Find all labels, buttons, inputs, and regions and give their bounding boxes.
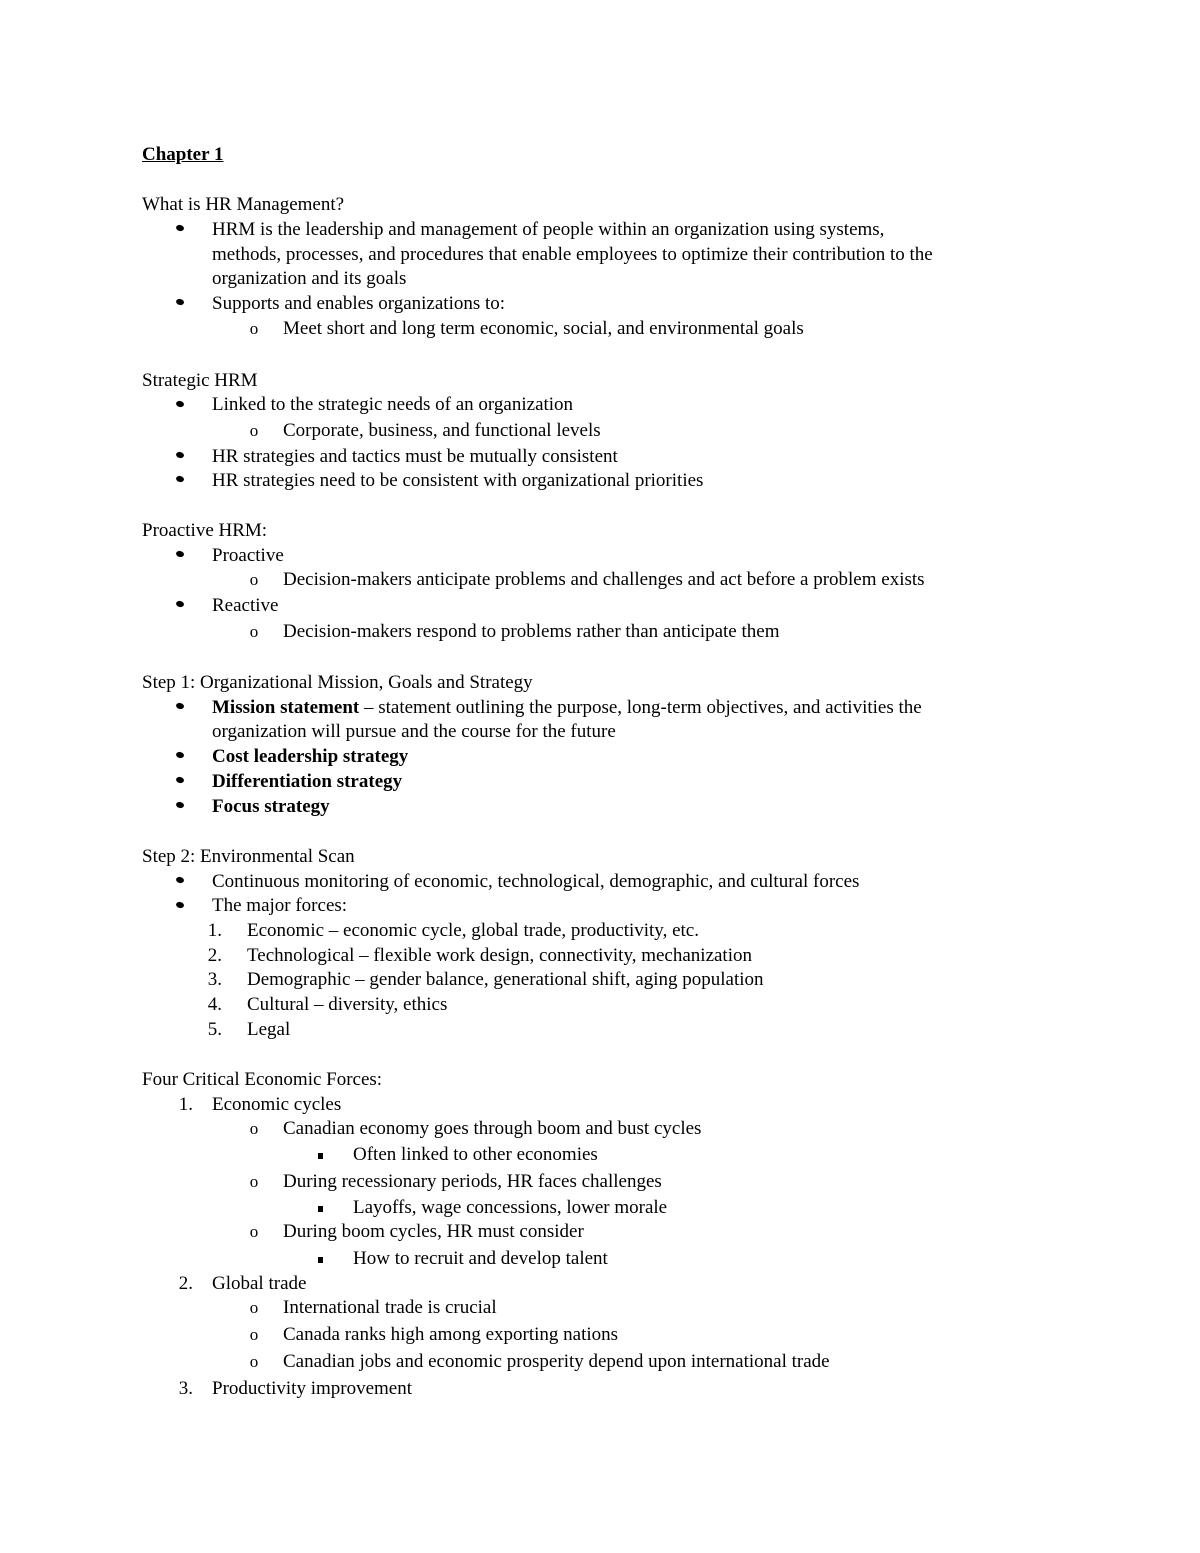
circle-bullet-icon: o	[249, 570, 259, 589]
bullet-icon	[175, 751, 184, 759]
list-item: Supports and enables organizations to:	[212, 293, 506, 314]
numbered-item: Demographic – gender balance, generational shift, aging population	[247, 969, 764, 990]
bullet-icon	[175, 550, 184, 558]
numbered-item: Economic cycles	[212, 1094, 342, 1115]
list-number: 4.	[207, 994, 222, 1015]
term-definition: – statement outlining the purpose, long-term objectives, and activities the	[359, 697, 922, 718]
list-item-line: organization and its goals	[212, 268, 407, 289]
circle-bullet-icon: o	[249, 1352, 259, 1371]
bullet-icon	[175, 776, 184, 784]
list-item: Cost leadership strategy	[212, 746, 409, 767]
square-bullet-icon	[318, 1257, 323, 1263]
bullet-icon	[175, 901, 184, 909]
bullet-icon	[175, 801, 184, 809]
sub-list-item: Decision-makers anticipate problems and challenges and act before a problem exists	[283, 569, 925, 590]
list-number: 2.	[178, 1273, 193, 1294]
sub-list-item: During recessionary periods, HR faces challenges	[283, 1171, 662, 1192]
list-item: Reactive	[212, 595, 279, 616]
sub-list-item: Corporate, business, and functional levels	[283, 420, 601, 441]
section-heading-four-economic-forces: Four Critical Economic Forces:	[142, 1069, 383, 1090]
numbered-item: Legal	[247, 1019, 291, 1040]
sub-list-item: International trade is crucial	[283, 1297, 497, 1318]
numbered-item: Productivity improvement	[212, 1378, 413, 1399]
list-item: HR strategies need to be consistent with organizational priorities	[212, 470, 704, 491]
sub-sub-list-item: Often linked to other economies	[353, 1144, 598, 1165]
section-heading-step-1: Step 1: Organizational Mission, Goals and Strategy	[142, 672, 533, 693]
sub-sub-list-item: How to recruit and develop talent	[353, 1248, 608, 1269]
list-item: Continuous monitoring of economic, technological, demographic, and cultural forces	[212, 871, 860, 892]
circle-bullet-icon: o	[249, 421, 259, 440]
square-bullet-icon	[318, 1206, 323, 1212]
list-number: 2.	[207, 945, 222, 966]
sub-sub-list-item: Layoffs, wage concessions, lower morale	[353, 1197, 668, 1218]
numbered-item: Cultural – diversity, ethics	[247, 994, 448, 1015]
sub-list-item: Meet short and long term economic, social, and environmental goals	[283, 318, 804, 339]
section-heading-proactive-hrm: Proactive HRM:	[142, 520, 268, 541]
bullet-icon	[175, 224, 184, 232]
sub-list-item: Canadian jobs and economic prosperity depend upon international trade	[283, 1351, 830, 1372]
list-item: Differentiation strategy	[212, 771, 403, 792]
bullet-icon	[175, 876, 184, 884]
section-heading-what-is-hrm: What is HR Management?	[142, 194, 345, 215]
sub-list-item: Canadian economy goes through boom and bust cycles	[283, 1118, 702, 1139]
list-item: Proactive	[212, 545, 284, 566]
section-heading-step-2: Step 2: Environmental Scan	[142, 846, 355, 867]
circle-bullet-icon: o	[249, 1325, 259, 1344]
circle-bullet-icon: o	[249, 319, 259, 338]
bullet-icon	[175, 702, 184, 710]
bold-term: Mission statement	[212, 697, 360, 718]
list-item	[212, 696, 922, 720]
list-number: 1.	[207, 920, 222, 941]
list-item: Linked to the strategic needs of an organization	[212, 394, 574, 415]
bullet-icon	[175, 400, 184, 408]
sub-list-item: During boom cycles, HR must consider	[283, 1221, 584, 1242]
square-bullet-icon	[318, 1153, 323, 1159]
numbered-item: Global trade	[212, 1273, 307, 1294]
list-item-line: organization will pursue and the course for the future	[212, 721, 616, 742]
circle-bullet-icon: o	[249, 622, 259, 641]
circle-bullet-icon: o	[249, 1172, 259, 1191]
circle-bullet-icon: o	[249, 1222, 259, 1241]
list-item: HR strategies and tactics must be mutually consistent	[212, 446, 618, 467]
chapter-title: Chapter 1	[142, 144, 224, 165]
numbered-item: Technological – flexible work design, connectivity, mechanization	[247, 945, 752, 966]
list-number: 5.	[207, 1019, 222, 1040]
sub-list-item: Decision-makers respond to problems rather than anticipate them	[283, 621, 780, 642]
list-number: 3.	[178, 1378, 193, 1399]
circle-bullet-icon: o	[249, 1119, 259, 1138]
section-heading-strategic-hrm: Strategic HRM	[142, 370, 258, 391]
list-number: 3.	[207, 969, 222, 990]
bullet-icon	[175, 298, 184, 306]
numbered-item: Economic – economic cycle, global trade, productivity, etc.	[247, 920, 699, 941]
list-item-line: HRM is the leadership and management of people within an organization using systems,	[212, 219, 885, 240]
list-item: The major forces:	[212, 895, 348, 916]
circle-bullet-icon: o	[249, 1298, 259, 1317]
bullet-icon	[175, 475, 184, 483]
sub-list-item: Canada ranks high among exporting nations	[283, 1324, 619, 1345]
bullet-icon	[175, 451, 184, 459]
list-item-line: methods, processes, and procedures that enable employees to optimize their contribution to the	[212, 244, 933, 265]
bullet-icon	[175, 600, 184, 608]
list-number: 1.	[178, 1094, 193, 1115]
list-item: Focus strategy	[212, 796, 330, 817]
